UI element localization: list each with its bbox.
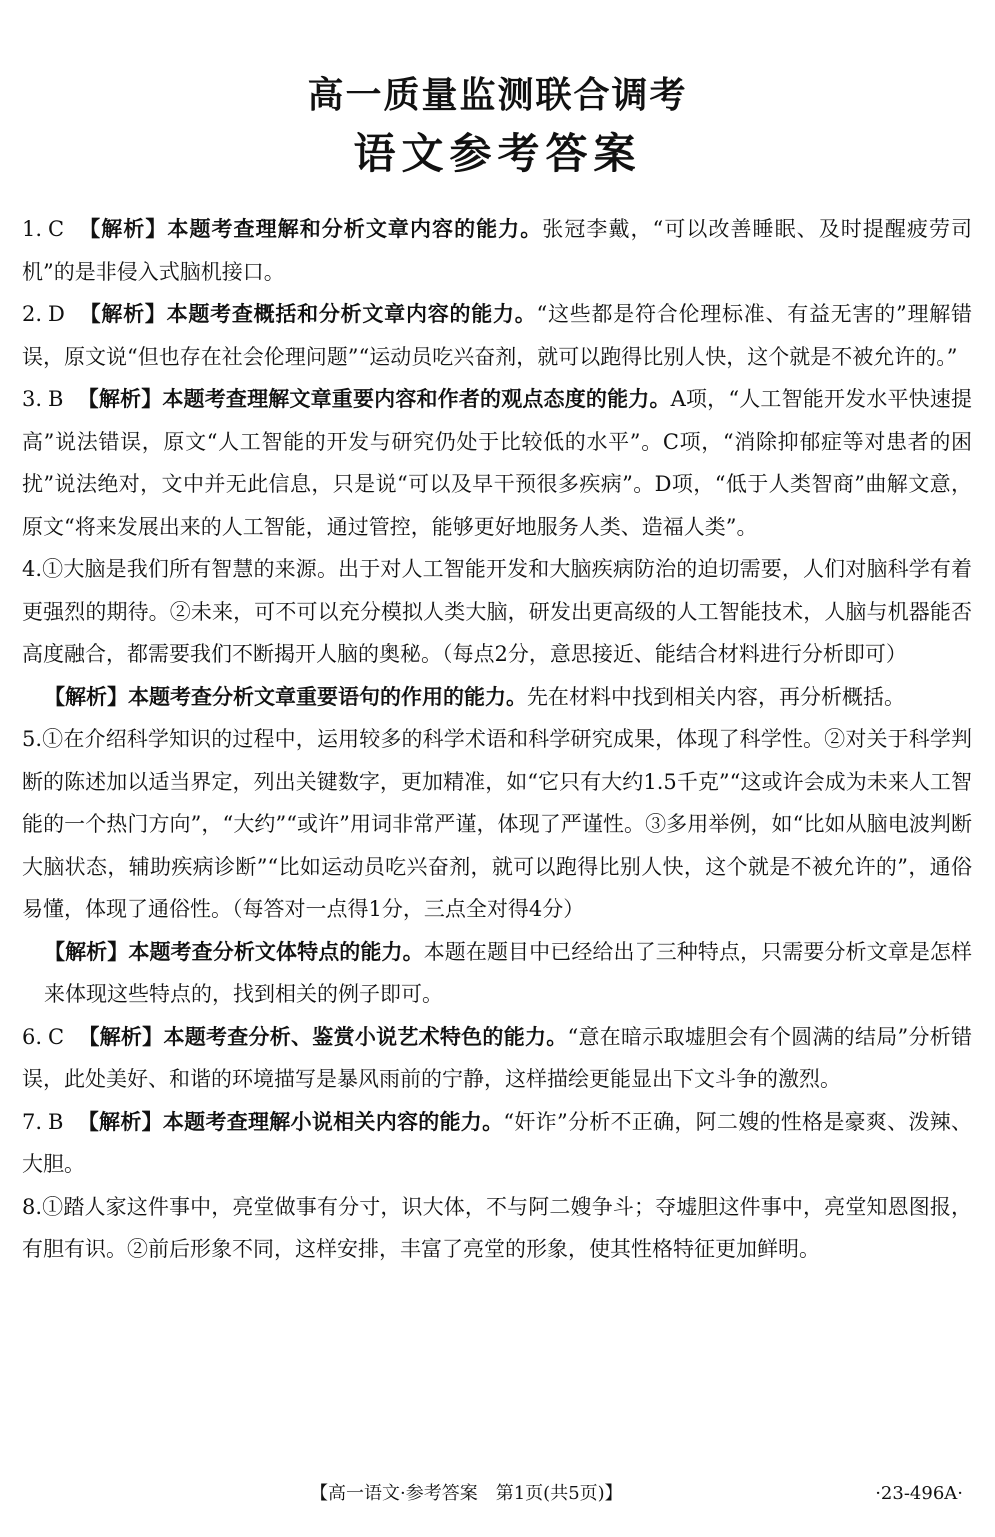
answer-list: [22, 208, 972, 1271]
item-answer: C: [48, 217, 65, 241]
title-block: [0, 72, 995, 184]
analysis-lead: 本题考查理解小说相关内容的能力。: [162, 1109, 504, 1134]
answer-item-3: [22, 378, 972, 548]
analysis-tag: 【解析】: [78, 302, 167, 326]
analysis-lead: 本题考查分析、鉴赏小说艺术特色的能力。: [163, 1024, 568, 1049]
answer-item-4-analysis: [22, 676, 972, 719]
answer-text: ①大脑是我们所有智慧的来源。出于对人工智能开发和大脑疾病防治的迫切需要，人们对脑科学有着更强烈的期待。②未来，可不可以充分模拟人类大脑，研发出更高级的人工智能技术，人脑与机器能否高度融合，都需要我们不断揭开人脑的奥秘。（每点2分，意思接近、能结合材料进行分析即可）: [22, 557, 972, 666]
analysis-tag: 【解析】: [78, 1024, 164, 1049]
item-number: 4.: [22, 557, 43, 581]
item-answer: B: [48, 1109, 64, 1134]
analysis-text: A项，“人工智能开发水平快速提高”说法错误，原文“人工智能的开发与研究仍处于比较低的水平”。C项，“消除抑郁症等对患者的困扰”说法绝对，文中并无此信息，只是说“可以及早干预很多疾病”。D项，“低于人类智商”曲解文意，原文“将来发展出来的人工智能，通过管控，能够更好地服务人类、造福人类”。: [22, 387, 973, 539]
item-number: 6.: [22, 1024, 43, 1049]
analysis-tag: 【解析】: [44, 684, 128, 709]
analysis-text: 张冠李戴，“可以改善睡眠、及时提醒疲劳司机”的是非侵入式脑机接口。: [22, 217, 973, 284]
analysis-tag: 【解析】: [77, 1109, 163, 1134]
answer-text: ①踏人家这件事中，亮堂做事有分寸，识大体，不与阿二嫂争斗；夺墟胆这件事中，亮堂知恩图报，有胆有识。②前后形象不同，这样安排，丰富了亮堂的形象，使其性格特征更加鲜明。: [22, 1194, 972, 1261]
analysis-lead: 本题考查分析文体特点的能力。: [128, 939, 424, 964]
answer-item-5: [22, 718, 972, 931]
analysis-text: 先在材料中找到相关内容，再分析概括。: [527, 684, 905, 709]
answer-item-5-analysis: [22, 931, 972, 1016]
answer-item-6: [22, 1016, 972, 1101]
item-number: 2.: [22, 302, 43, 326]
item-number: 1.: [22, 217, 43, 241]
answer-item-8: [22, 1186, 972, 1271]
analysis-text: “这些都是符合伦理标准、有益无害的”理解错误，原文说“但也存在社会伦理问题”“运动员吃兴奋剂，就可以跑得比别人快，这个就是不被允许的。”: [22, 302, 972, 369]
analysis-tag: 【解析】: [77, 387, 163, 411]
item-answer: D: [48, 302, 65, 326]
item-number: 5.: [22, 727, 43, 751]
item-answer: C: [48, 1024, 65, 1049]
footer-code: ·23-496A·: [875, 1483, 963, 1504]
analysis-lead: 本题考查理解和分析文章内容的能力。: [167, 217, 543, 241]
item-number: 3.: [22, 387, 43, 411]
item-answer: B: [48, 387, 64, 411]
answer-item-2: [22, 293, 972, 378]
analysis-lead: 本题考查概括和分析文章内容的能力。: [166, 302, 537, 326]
analysis-tag: 【解析】: [78, 217, 168, 241]
item-number: 7.: [22, 1109, 43, 1134]
footer-page-info: 【高一语文·参考答案 第1页(共5页)】: [310, 1483, 623, 1504]
subject-title: 语文参考答案: [353, 129, 642, 178]
answer-item-1: [22, 208, 972, 293]
analysis-tag: 【解析】: [44, 939, 129, 964]
analysis-text: “奸诈”分析不正确，阿二嫂的性格是豪爽、泼辣、大胆。: [22, 1109, 973, 1176]
answer-item-7: [22, 1101, 972, 1186]
analysis-lead: 本题考查理解文章重要内容和作者的观点态度的能力。: [162, 387, 671, 411]
answer-text: ①在介绍科学知识的过程中，运用较多的科学术语和科学研究成果，体现了科学性。②对关于科学判断的陈述加以适当界定，列出关键数字，更加精准，如“它只有大约1.5千克”“这或许会成为未来人工智能的一个热门方向”，“大约”“或许”用词非常严谨，体现了严谨性。③多用举例，如“比如从脑电波判断大脑状态，辅助疾病诊断”“比如运动员吃兴奋剂，就可以跑得比别人快，这个就是不被允许的”，通俗易懂，体现了通俗性。（每答对一点得1分，三点全对得4分）: [22, 727, 972, 921]
exam-title: 高一质量监测联合调考: [307, 75, 688, 116]
analysis-text: 本题在题目中已经给出了三种特点，只需要分析文章是怎样来体现这些特点的，找到相关的例子即可。: [44, 939, 973, 1006]
analysis-lead: 本题考查分析文章重要语句的作用的能力。: [128, 684, 527, 709]
analysis-text: “意在暗示取墟胆会有个圆满的结局”分析错误，此处美好、和谐的环境描写是暴风雨前的宁静，这样描绘更能显出下文斗争的激烈。: [22, 1024, 972, 1091]
item-number: 8.: [22, 1194, 43, 1219]
answer-item-4: [22, 548, 972, 676]
